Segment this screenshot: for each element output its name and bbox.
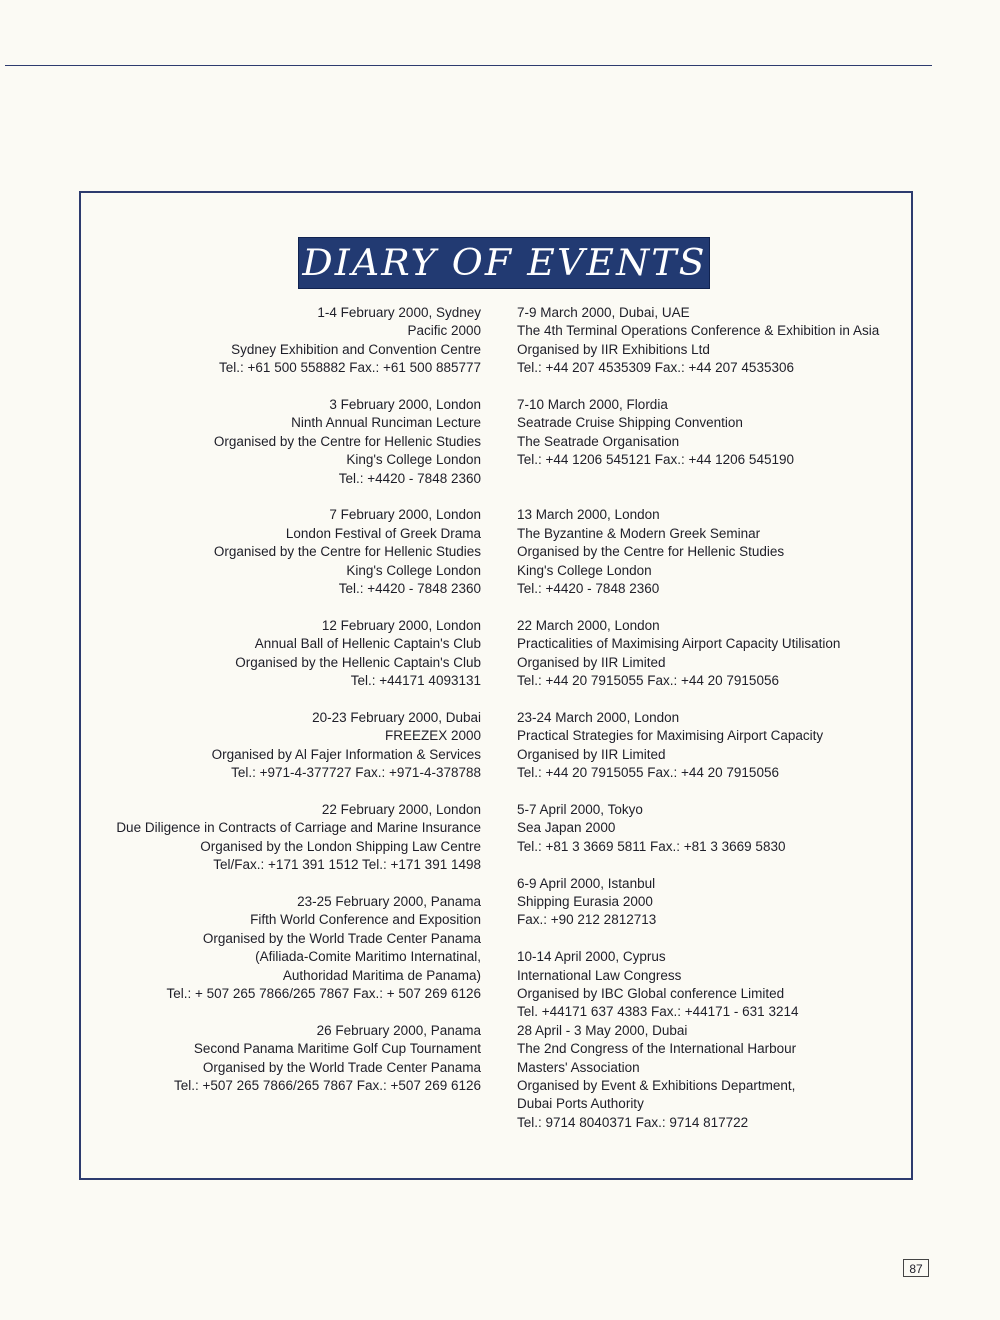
event-detail: London Festival of Greek Drama — [285, 525, 481, 541]
event-entry — [81, 304, 481, 378]
left-event-column — [81, 304, 481, 1095]
event-date: 13 March 2000, London — [517, 507, 660, 523]
title-banner — [298, 237, 710, 289]
right-event-column — [517, 304, 907, 1132]
page-number: 87 — [903, 1259, 929, 1277]
event-detail: Tel.: +4420 - 7848 2360 — [338, 470, 481, 486]
event-detail: Tel.: +44171 4093131 — [350, 673, 481, 689]
event-date: 7-9 March 2000, Dubai, UAE — [517, 305, 690, 320]
event-date: 5-7 April 2000, Tokyo — [517, 801, 643, 817]
event-detail: Shipping Eurasia 2000 — [517, 893, 653, 909]
event-detail: Tel.: +44 20 7915055 Fax.: +44 20 7915056 — [517, 765, 779, 781]
event-date: 10-14 April 2000, Cyprus — [517, 949, 666, 965]
event-detail: Tel.: 9714 8040371 Fax.: 9714 817722 — [517, 1114, 749, 1130]
event-detail: The 4th Terminal Operations Conference & Exhibition in Asia — [517, 323, 880, 339]
page-title: DIARY OF EVENTS — [301, 242, 707, 284]
event-detail: Organised by Al Fajer Information & Services — [211, 746, 481, 762]
event-detail: The Byzantine & Modern Greek Seminar — [517, 525, 761, 541]
top-rule — [5, 65, 932, 66]
event-entry — [517, 1022, 907, 1132]
event-detail: Annual Ball of Hellenic Captain's Club — [254, 636, 481, 652]
event-entry — [517, 875, 907, 930]
event-entry — [517, 617, 907, 691]
event-entry — [81, 709, 481, 783]
event-detail: Tel.: + 507 265 7866/265 7867 Fax.: + 507 269 6126 — [166, 985, 481, 1001]
event-detail: International Law Congress — [517, 967, 682, 983]
event-detail: Tel.: +507 265 7866/265 7867 Fax.: +507 269 6126 — [173, 1077, 481, 1093]
event-detail: Practical Strategies for Maximising Airport Capacity — [517, 728, 824, 744]
event-date: 23-25 February 2000, Panama — [297, 893, 481, 909]
event-detail: Practicalities of Maximising Airport Capacity Utilisation — [517, 636, 841, 652]
event-date: 12 February 2000, London — [321, 617, 481, 633]
event-date: 23-24 March 2000, London — [517, 709, 680, 725]
event-detail: Sea Japan 2000 — [517, 820, 616, 836]
event-date: 22 February 2000, London — [321, 801, 481, 817]
event-detail: Masters' Association — [517, 1059, 640, 1075]
event-detail: Organised by the World Trade Center Panama — [202, 930, 481, 946]
event-detail: King's College London — [346, 562, 481, 578]
event-entry — [81, 396, 481, 488]
event-detail: Tel. +44171 637 4383 Fax.: +44171 - 631 3214 — [517, 1004, 799, 1020]
event-detail: Organised by Event & Exhibitions Department, — [517, 1077, 796, 1093]
event-detail: Organised by the World Trade Center Panama — [202, 1059, 481, 1075]
event-detail: Tel.: +81 3 3669 5811 Fax.: +81 3 3669 5830 — [517, 838, 786, 854]
event-date: 20-23 February 2000, Dubai — [312, 709, 481, 725]
event-detail: Organised by the London Shipping Law Centre — [200, 838, 481, 854]
event-detail: Tel.: +44 20 7915055 Fax.: +44 20 7915056 — [517, 673, 779, 689]
event-detail: Fax.: +90 212 2812713 — [517, 912, 657, 928]
event-date: 26 February 2000, Panama — [316, 1022, 481, 1038]
event-detail: Sydney Exhibition and Convention Centre — [231, 341, 481, 357]
event-entry — [81, 801, 481, 875]
event-detail: Tel.: +44 207 4535309 Fax.: +44 207 4535306 — [517, 360, 794, 376]
event-detail: Organised by IBC Global conference Limited — [517, 985, 785, 1001]
event-date: 7 February 2000, London — [329, 507, 481, 523]
event-entry — [517, 304, 907, 378]
event-detail: Pacific 2000 — [407, 323, 481, 339]
event-detail: King's College London — [346, 452, 481, 468]
event-detail: Organised by the Centre for Hellenic Studies — [213, 544, 481, 560]
event-entry — [517, 709, 907, 783]
event-detail: Tel.: +4420 - 7848 2360 — [517, 581, 660, 597]
event-detail: Tel.: +61 500 558882 Fax.: +61 500 885777 — [219, 360, 481, 376]
event-entry — [517, 396, 907, 470]
event-entry — [81, 1022, 481, 1096]
event-entry — [81, 893, 481, 1003]
event-entry — [517, 801, 907, 856]
event-detail: The Seatrade Organisation — [517, 433, 680, 449]
event-entry — [517, 948, 907, 1022]
event-detail: Organised by the Centre for Hellenic Studies — [517, 544, 785, 560]
event-detail: Dubai Ports Authority — [517, 1096, 644, 1112]
event-detail: Ninth Annual Runciman Lecture — [291, 415, 481, 431]
event-detail: Fifth World Conference and Exposition — [250, 912, 481, 928]
event-detail: Tel.: +971-4-377727 Fax.: +971-4-378788 — [231, 765, 481, 781]
event-date: 3 February 2000, London — [329, 397, 481, 413]
event-entry — [81, 617, 481, 691]
event-detail: Seatrade Cruise Shipping Convention — [517, 415, 743, 431]
event-detail: King's College London — [517, 562, 652, 578]
event-detail: Organised by IIR Limited — [517, 746, 666, 762]
event-detail: Organised by IIR Limited — [517, 654, 666, 670]
event-date: 6-9 April 2000, Istanbul — [517, 875, 656, 891]
event-detail: Organised by IIR Exhibitions Ltd — [517, 341, 710, 357]
event-entry — [81, 506, 481, 598]
event-detail: Tel/Fax.: +171 391 1512 Tel.: +171 391 1498 — [213, 857, 481, 873]
event-detail: Tel.: +44 1206 545121 Fax.: +44 1206 545190 — [517, 452, 794, 468]
event-detail: Organised by the Centre for Hellenic Studies — [213, 433, 481, 449]
event-date: 22 March 2000, London — [517, 617, 660, 633]
event-detail: Second Panama Maritime Golf Cup Tournament — [193, 1041, 481, 1057]
event-date: 1-4 February 2000, Sydney — [317, 305, 481, 320]
event-date: 7-10 March 2000, Flordia — [517, 397, 668, 413]
event-detail: Organised by the Hellenic Captain's Club — [235, 654, 481, 670]
event-entry — [517, 506, 907, 598]
event-detail: The 2nd Congress of the International Harbour — [517, 1041, 797, 1057]
event-detail: FREEZEX 2000 — [384, 728, 481, 744]
event-detail: (Afiliada-Comite Maritimo Internatinal, — [255, 949, 481, 965]
event-date: 28 April - 3 May 2000, Dubai — [517, 1022, 688, 1038]
event-detail: Due Diligence in Contracts of Carriage and Marine Insurance — [116, 820, 481, 836]
event-detail: Authoridad Maritima de Panama) — [282, 967, 481, 983]
event-detail: Tel.: +4420 - 7848 2360 — [338, 581, 481, 597]
